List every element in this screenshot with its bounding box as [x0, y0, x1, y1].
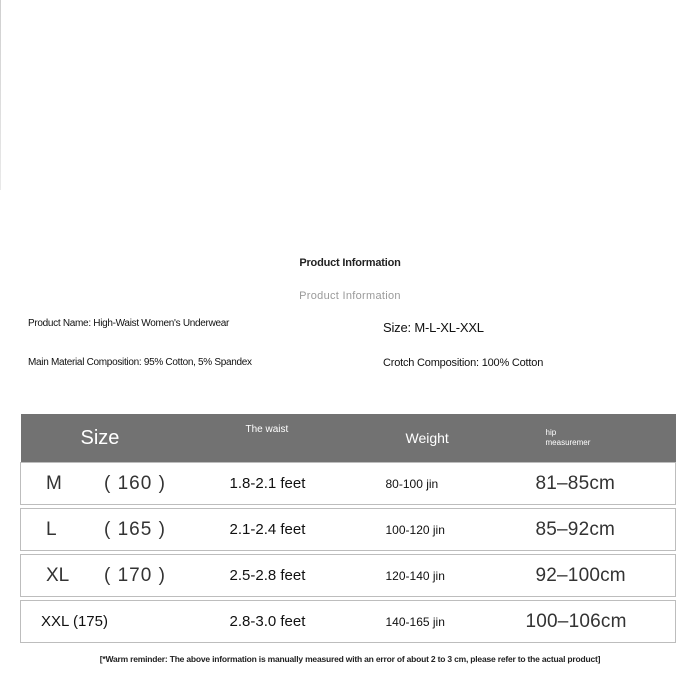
left-edge-line — [0, 0, 1, 190]
cell-weight: 100-120 jin — [366, 509, 511, 551]
height-label: ( 165 ) — [104, 518, 166, 540]
header-size: Size — [21, 414, 206, 463]
cell-hip: 85–92cm — [511, 509, 676, 551]
table-row — [21, 555, 676, 597]
section-subtitle: Product Information — [299, 290, 401, 302]
header-hip — [511, 414, 676, 463]
header-weight: Weight — [366, 414, 511, 463]
header-hip-line2: measuremer — [545, 438, 591, 447]
material-composition-text: Main Material Composition: 95% Cotton, 5% Spandex — [28, 357, 252, 368]
header-waist: The waist — [206, 414, 366, 463]
height-label: ( 160 ) — [104, 472, 166, 494]
cell-size — [21, 509, 206, 551]
header-hip-line1: hip — [545, 428, 557, 437]
cell-waist: 1.8-2.1 feet — [206, 463, 366, 505]
table-row — [21, 601, 676, 643]
crotch-composition-text: Crotch Composition: 100% Cotton — [383, 357, 544, 369]
cell-hip: 92–100cm — [511, 555, 676, 597]
cell-waist: 2.8-3.0 feet — [206, 601, 366, 643]
cell-size — [21, 463, 206, 505]
table-row — [21, 463, 676, 505]
cell-waist: 2.1-2.4 feet — [206, 509, 366, 551]
table-header-row — [21, 414, 676, 463]
cell-weight: 80-100 jin — [366, 463, 511, 505]
section-title: Product Information — [299, 257, 401, 269]
table-row — [21, 509, 676, 551]
cell-weight: 120-140 jin — [366, 555, 511, 597]
cell-size — [21, 555, 206, 597]
size-label: XL — [46, 564, 70, 586]
size-label: L — [46, 518, 57, 540]
warm-reminder-note: [*Warm reminder: The above information is manually measured with an error of about 2 to 3 cm, please refer to the actual product] — [99, 654, 601, 664]
product-name-text: Product Name: High-Waist Women's Underwear — [28, 318, 230, 329]
height-label: ( 170 ) — [104, 564, 166, 586]
size-chart-table — [20, 414, 676, 643]
cell-waist: 2.5-2.8 feet — [206, 555, 366, 597]
size-range-text: Size: M-L-XL-XXL — [383, 320, 484, 335]
cell-hip: 100–106cm — [511, 601, 676, 643]
cell-size: XXL (175) — [21, 601, 206, 643]
cell-hip: 81–85cm — [511, 463, 676, 505]
cell-weight: 140-165 jin — [366, 601, 511, 643]
size-label: M — [46, 472, 62, 494]
